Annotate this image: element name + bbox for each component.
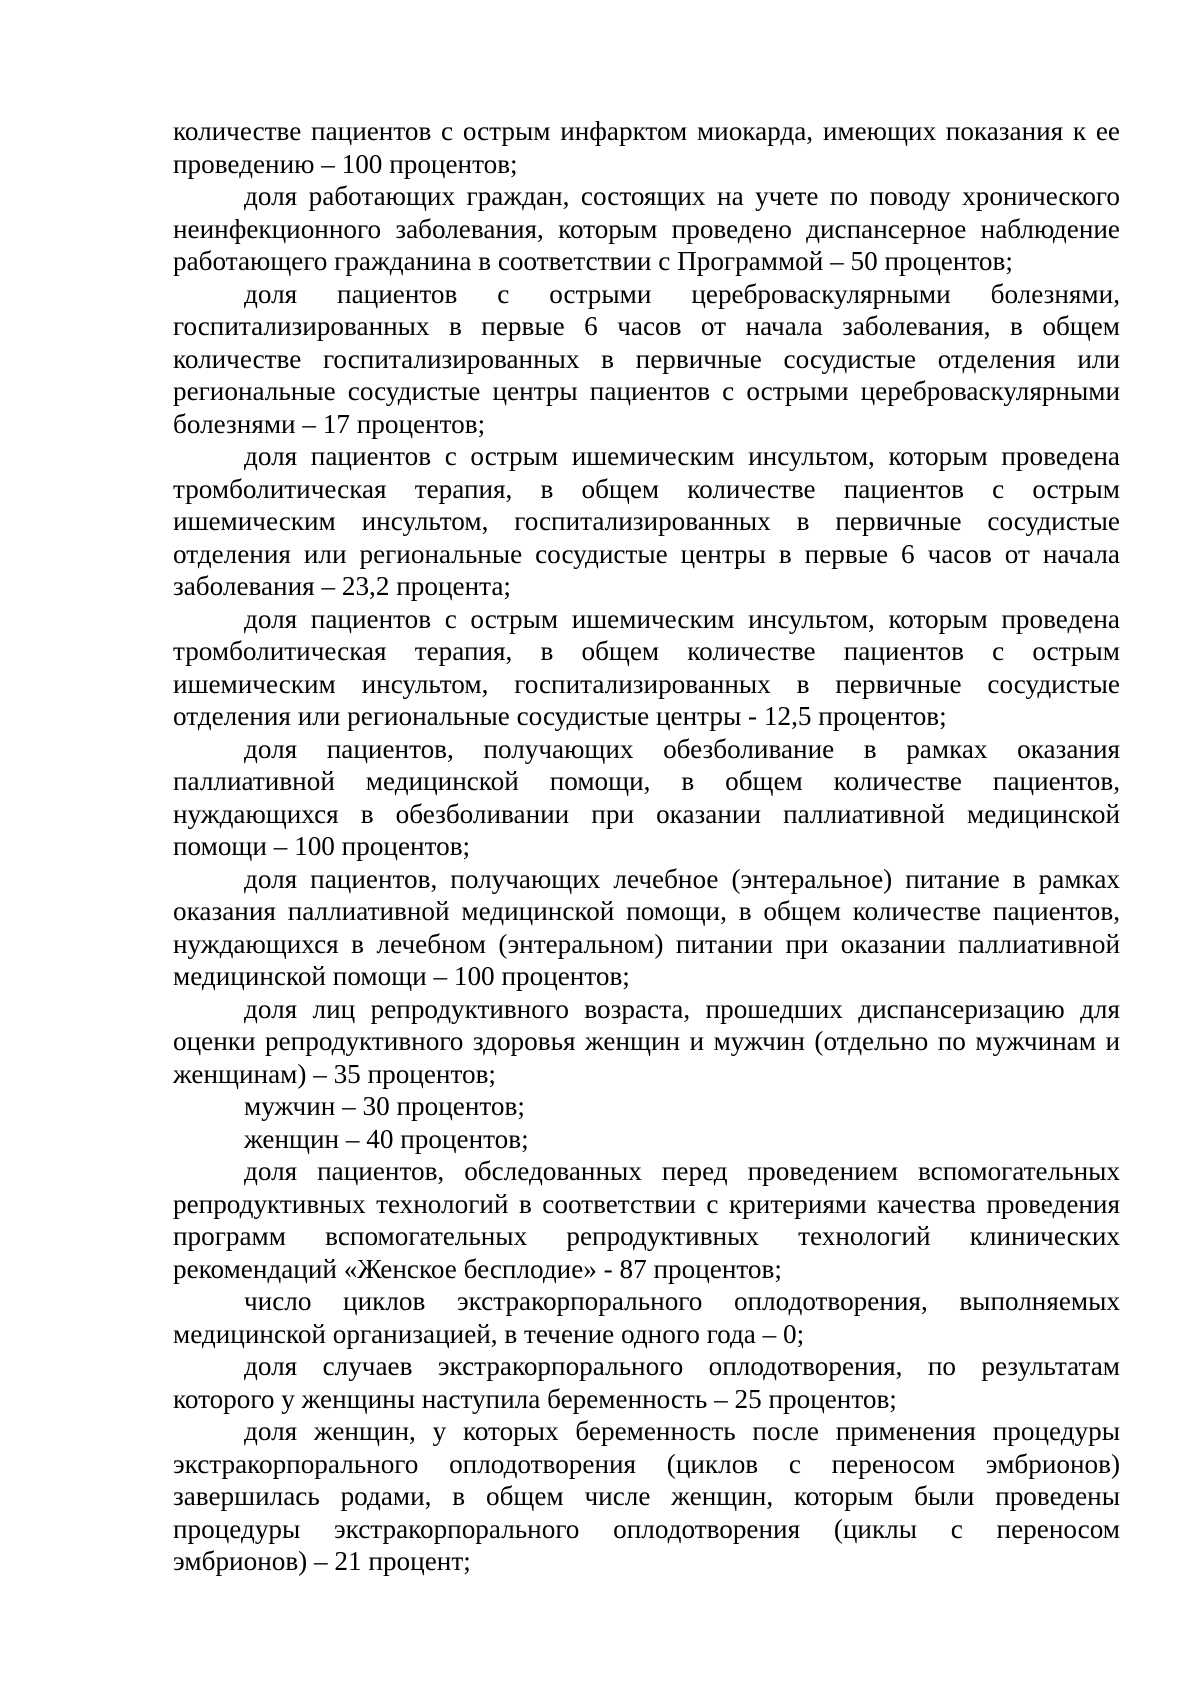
paragraph-men-share: мужчин – 30 процентов; bbox=[244, 1091, 525, 1121]
paragraph-ivf-cycles-count: число циклов экстракорпорального оплодотворения, выполняемых медицинской организацией, в течение одного года – 0; bbox=[173, 1286, 1120, 1349]
paragraph-palliative-nutrition-share: доля пациентов, получающих лечебное (энтеральное) питание в рамках оказания паллиативной медицинской помощи, в общем количестве пациентов, нуждающихся в лечебном (энтеральном) питании при оказании паллиативной медицинской помощи – 100 процентов; bbox=[173, 863, 1120, 991]
paragraph-ivf-births-share: доля женщин, у которых беременность после применения процедуры экстракорпорального оплодотворения (циклов с переносом эмбрионов) завершилась родами, в общем числе женщин, которым были проведены процедуры экстракорпорального оплодотворения (циклы с переносом эмбрионов) – 21 процент; bbox=[173, 1416, 1120, 1576]
paragraph-palliative-pain-relief-share: доля пациентов, получающих обезболивание в рамках оказания паллиативной медицинской помощи, в общем количестве пациентов, нуждающихся в обезболивании при оказании паллиативной медицинской помощи – 100 процентов; bbox=[173, 733, 1120, 861]
paragraph-employed-citizens-share: доля работающих граждан, состоящих на учете по поводу хронического неинфекционного заболевания, которым проведено диспансерное наблюдение работающего гражданина в соответствии с Программой – 50 процентов; bbox=[173, 181, 1120, 276]
paragraph-art-examined-share: доля пациентов, обследованных перед проведением вспомогательных репродуктивных технологий в соответствии с критериями качества проведения программ вспомогательных репродуктивных технологий клинических рекомендаций «Женское бесплодие» - 87 процентов; bbox=[173, 1156, 1120, 1284]
paragraph-thrombolytic-total-share: доля пациентов с острым ишемическим инсультом, которым проведена тромболитическая терапия, в общем количестве пациентов с острым ишемическим инсультом, госпитализированных в первичные сосудистые отделения или региональные сосудистые центры - 12,5 процентов; bbox=[173, 603, 1120, 731]
paragraph-ivf-pregnancy-share: доля случаев экстракорпорального оплодотворения, по результатам которого у женщины наступила беременность – 25 процентов; bbox=[173, 1351, 1120, 1414]
paragraph-reproductive-screening-share: доля лиц репродуктивного возраста, прошедших диспансеризацию для оценки репродуктивного здоровья женщин и мужчин (отдельно по мужчинам и женщинам) – 35 процентов; bbox=[173, 993, 1120, 1089]
paragraph-continuation: количестве пациентов с острым инфарктом миокарда, имеющих показания к ее проведению – 100 процентов; bbox=[173, 116, 1120, 179]
paragraph-cerebrovascular-hospitalized-share: доля пациентов с острыми цереброваскулярными болезнями, госпитализированных в первые 6 часов от начала заболевания, в общем количестве госпитализированных в первичные сосудистые отделения или региональные сосудистые центры пациентов с острыми цереброваскулярными болезнями – 17 процентов; bbox=[173, 278, 1120, 439]
paragraph-women-share: женщин – 40 процентов; bbox=[244, 1123, 529, 1154]
paragraph-thrombolytic-6h-share: доля пациентов с острым ишемическим инсультом, которым проведена тромболитическая терапия, в общем количестве пациентов с острым ишемическим инсультом, госпитализированных в первичные сосудистые отделения или региональные сосудистые центры в первые 6 часов от начала заболевания – 23,2 процента; bbox=[173, 441, 1120, 601]
